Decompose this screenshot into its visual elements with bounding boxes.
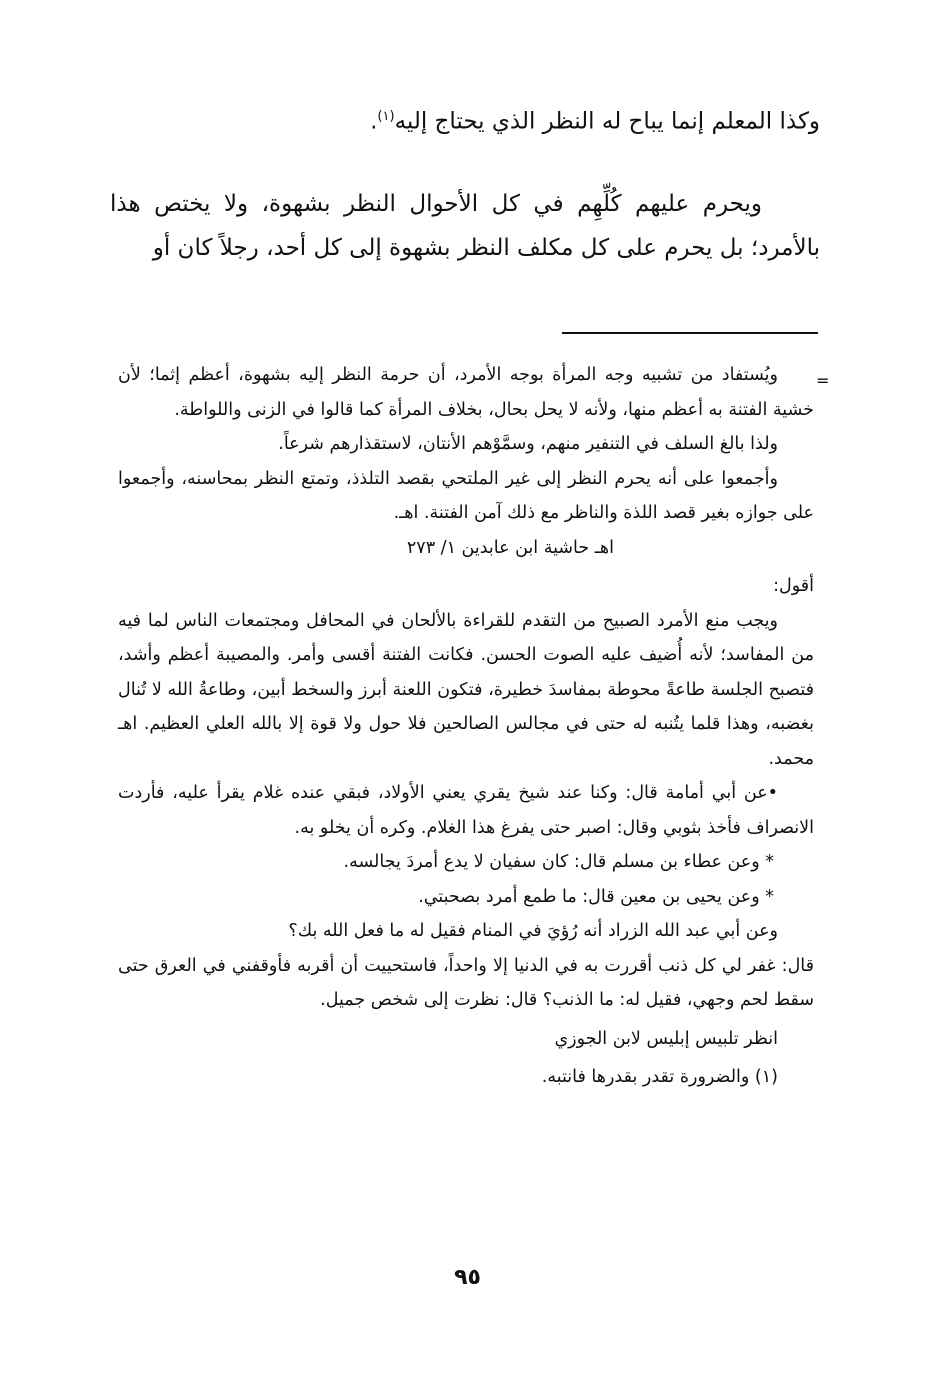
footnote-heading: أقول: bbox=[773, 576, 814, 596]
continuation-mark: = bbox=[816, 371, 830, 390]
footnote-paragraph: ولذا بالغ السلف في التنفير منهم، وسمَّوْهم الأنتان، لاستقذارهم شرعاً. bbox=[278, 434, 778, 454]
footnotes bbox=[118, 358, 814, 1095]
main-line-1-end: . bbox=[370, 108, 378, 135]
main-line-1 bbox=[110, 95, 820, 144]
footnote-paragraph: قال: غفر لي كل ذنب أقررت به في الدنيا إلا واحداً، فاستحييت أن أقربه فأوقفني في العرق حتى سقط لحم وجهي، فقيل له: ما الذنب؟ قال: نظرت إلى شخص جميل. bbox=[118, 955, 814, 1010]
main-text bbox=[110, 95, 820, 270]
footnote-paragraph: ويُستفاد من تشبيه وجه المرأة بوجه الأمرد، أن حرمة النظر إليه بشهوة، أعظم إثما؛ لأن خشية الفتنة به أعظم منها، ولأنه لا يحل بحال، بخلاف المرأة كما قالوا في الزنى واللواطة. bbox=[118, 365, 814, 420]
main-line-1-text: وكذا المعلم إنما يباح له النظر الذي يحتاج إليه bbox=[394, 108, 820, 135]
page-number: ٩٥ bbox=[454, 1265, 481, 1290]
footnote-bullet: * وعن عطاء بن مسلم قال: كان سفيان لا يدع أمردَ يجالسه. bbox=[343, 852, 774, 872]
footnote-paragraph: وعن أبي عبد الله الزراد أنه رُؤيَ في المنام فقيل له ما فعل الله بك؟ bbox=[288, 921, 778, 941]
footnote-mark: (١) bbox=[377, 109, 395, 124]
main-paragraph: ويحرم عليهم كُلِّهِم في كل الأحوال النظر بشهوة، ولا يختص هذا بالأمرد؛ بل يحرم على كل مكلف النظر بشهوة إلى كل أحد، رجلاً كان أو bbox=[110, 190, 820, 261]
footnote-bullet: * وعن يحيى بن معين قال: ما طمع أمرد بصحبتي. bbox=[418, 886, 774, 907]
footnote-source: اهـ حاشية ابن عابدين ١/ ٢٧٣ bbox=[406, 537, 614, 558]
footnote-reference: انظر تلبيس إبليس لابن الجوزي bbox=[554, 1028, 778, 1049]
footnote-paragraph: •عن أبي أمامة قال: وكنا عند شيخ يقري يعني الأولاد، فبقي عنده غلام يقرأ عليه، فأردت الانصراف فأخذ بثوبي وقال: اصبر حتى يفرغ هذا الغلام. وكره أن يخلو به. bbox=[118, 783, 814, 838]
footnote-paragraph: ويجب منع الأمرد الصبيح من التقدم للقراءة بالألحان في المحافل ومجتمعات الناس لما فيه من المفاسد؛ لأنه أُضيف عليه الصوت الحسن. فكانت الفتنة أقسى وأمر. والمصيبة أعظم وأشد، فتصبح الجلسة طاعةً محوطة بمفاسدَ خطيرة، فتكون اللعنة أبرز والسخط أبين، وطاعةُ الله لا تُنال بغضبه، وهذا قلما يتُنبه له حتى في مجالس الصالحين فلا حول ولا قوة إلا بالله العلي العظيم. اهـ محمد. bbox=[118, 610, 814, 769]
footnote-numbered: (١) والضرورة تقدر بقدرها فانتبه. bbox=[541, 1067, 778, 1087]
footnote-paragraph: وأجمعوا على أنه يحرم النظر إلى غير الملتحي بقصد التلذذ، وتمتع النظر بمحاسنه، وأجمعوا على جوازه بغير قصد اللذة والناظر مع ذلك آمن الفتنة. اهـ. bbox=[118, 468, 814, 523]
footnote-separator bbox=[562, 332, 818, 334]
